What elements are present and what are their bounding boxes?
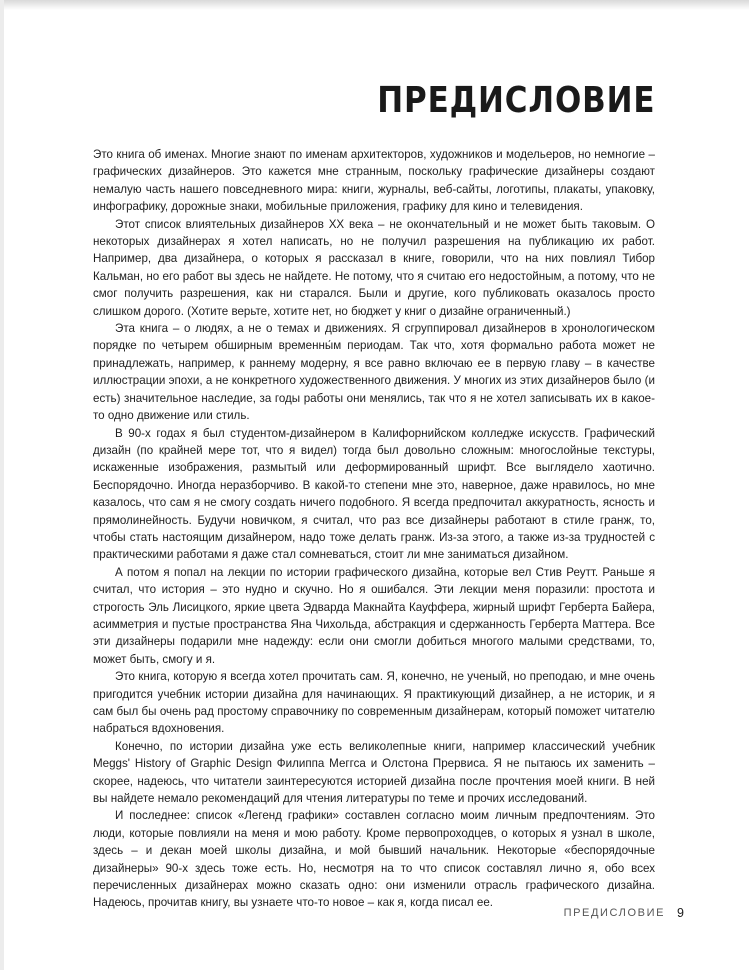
- page-footer: [564, 906, 684, 920]
- paragraph-4: В 90-х годах я был студентом-дизайнером в Калифорнийском колледже искусств. Графический дизайн (по крайней мере тот, что я видел) тогда был довольно сложным: многослойные текстуры, искаженные изображения, размытый или деформированный шрифт. Все выглядело хаотично. Беспорядочно. Иногда неразборчиво. В какой-то степени мне это, наверное, даже нравилось, но мне казалось, что сам я не смогу создать ничего подобного. Я всегда предпочитал аккуратность, ясность и прямолинейность. Будучи новичком, я считал, что раз все дизайнеры работают в стиле гранж, то, чтобы стать настоящим дизайнером, надо тоже делать гранж. Из-за этого, а также из-за трудностей с практическими работами я даже стал сомневаться, стоит ли мне заниматься дизайном.: [93, 426, 655, 562]
- page-left-edge: [0, 0, 4, 970]
- paragraph-6: Это книга, которую я всегда хотел прочитать сам. Я, конечно, не ученый, но преподаю, и мне очень пригодится учебник истории дизайна для начинающих. Я практикующий дизайнер, а не историк, и я сам был бы очень рад простому справочнику по современным дизайнерам, который поможет читателю набраться вдохновения.: [93, 670, 655, 736]
- paragraph-8: И последнее: список «Легенд графики» составлен согласно моим личным предпочтениям. Это люди, которые повлияли на меня и мою работу. Кроме первопроходцев, о которых я узнал в школе, здесь – и декан моей школы дизайна, и мой бывший начальник. Некоторые «беспорядочные дизайнеры» 90-х здесь тоже есть. Но, несмотря на то что список составлял лично я, обо всех перечисленных дизайнерах можно сказать одно: они изменили отрасль графического дизайна. Надеюсь, прочитав книгу, вы узнаете что-то новое – как я, когда писал ее.: [93, 809, 655, 910]
- page-number: 9: [677, 906, 684, 920]
- paragraph-1: Это книга об именах. Многие знают по именам архитекторов, художников и модельеров, но немногие – графических дизайнеров. Это кажется мне странным, поскольку графические дизайнеры создают немалую часть нашего повседневного мира: книги, журналы, веб-сайты, логотипы, плакаты, упаковку, инфографику, дорожные знаки, мобильные приложения, графику для кино и телевидения.: [93, 148, 655, 214]
- running-head: ПРЕДИСЛОВИЕ: [563, 907, 666, 919]
- page-top-shadow: [0, 0, 749, 10]
- paragraph-5: А потом я попал на лекции по истории графического дизайна, которые вел Стив Реутт. Раньше я считал, что история – это нудно и скучно. Но я ошибался. Эти лекции меня поразили: простота и строгость Эль Лисицкого, яркие цвета Эдварда Макнайта Кауффера, жирный шрифт Герберта Байера, асимметрия и пустые пространства Яна Чихольда, абстракция и сдержанность Герберта Маттера. Все эти дизайнеры подарили мне надежду: если они смогли добиться многого малыми средствами, то, может быть, смогу и я.: [93, 565, 655, 666]
- paragraph-2: Этот список влиятельных дизайнеров XX века – не окончательный и не может быть таковым. О некоторых дизайнерах я хотел написать, но не получил разрешения на публикацию их работ. Например, два дизайнера, о которых я рассказал в книге, говорили, что на них повлиял Тибор Кальман, но его работ вы здесь не найдете. Не потому, что я считаю его недостойным, а потому, что не смог получить разрешения, как ни старался. Были и другие, кого публиковать оказалось просто слишком дорого. (Хотите верьте, хотите нет, но бюджет у книг о дизайне ограниченный.): [93, 217, 655, 318]
- body-text: [93, 146, 655, 912]
- paragraph-3: Эта книга – о людях, а не о темах и движениях. Я сгруппировал дизайнеров в хронологическом порядке по четырем обширным временны́м периодам. Так что, хотя формально работа может не принадлежать, например, к раннему модерну, я все равно включаю ее в первую главу – в качестве иллюстрации эпохи, а не конкретного художественного движения. У многих из этих дизайнеров было (и есть) значительное наследие, за годы работы они менялись, так что я не хотел записывать их в какое-то одно движение или стиль.: [93, 322, 655, 423]
- page-title: ПРЕДИСЛОВИЕ: [376, 80, 655, 121]
- paragraph-7: Конечно, по истории дизайна уже есть великолепные книги, например классический учебник Meggs' History of Graphic Design Филиппа Меггса и Олстона Прервиса. Я не пытаюсь их заменить – скорее, надеюсь, что читатели заинтересуются историей дизайна после прочтения моей книги. В ней вы найдете немало рекомендаций для чтения литературы по теме и прочих исследований.: [93, 739, 655, 806]
